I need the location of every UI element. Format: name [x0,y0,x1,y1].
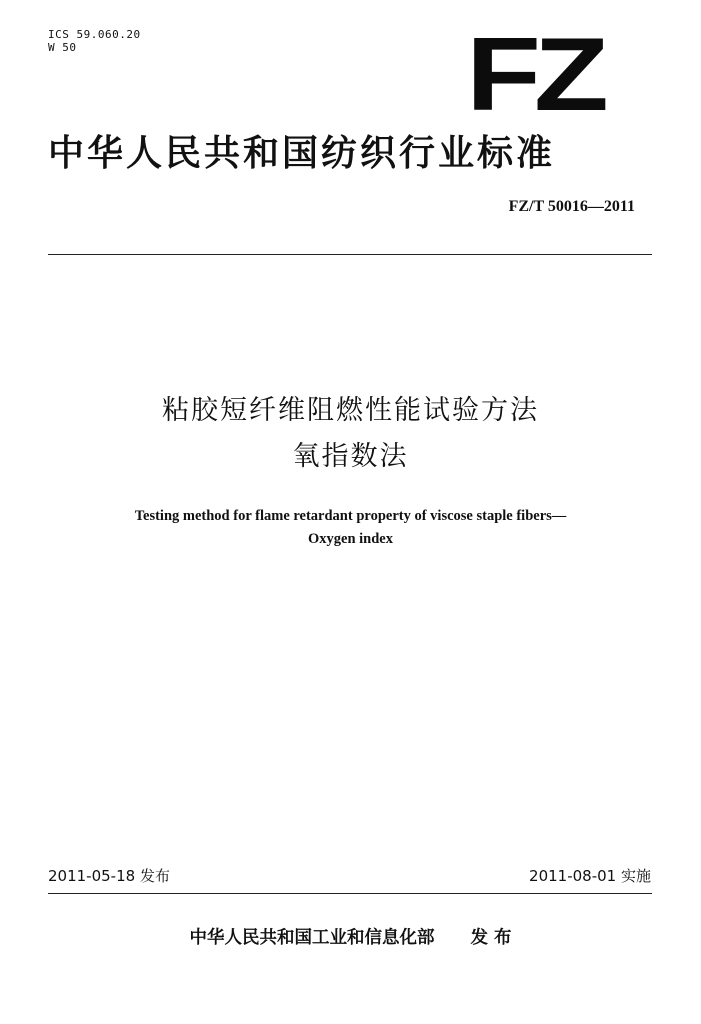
class-code: W 50 [48,41,77,54]
implementation-date: 2011-08-01 实施 [529,867,651,885]
fz-logo: FZ [466,17,602,133]
en-title-line1: Testing method for flame retardant property of viscose staple fibers— [134,508,567,524]
header-divider [48,254,652,255]
footer-divider [48,893,652,894]
issue-date: 2011-05-18 发布 [48,867,170,885]
en-title-line2: Oxygen index [308,531,393,547]
standard-title: 中华人民共和国纺织行业标准 [48,133,556,174]
publisher-line [0,926,701,950]
publisher-name: 中华人民共和国工业和信息化部 [189,928,435,948]
cn-title-line2: 氧指数法 [292,441,409,472]
standard-code: FZ/T 50016—2011 [508,198,635,215]
cn-title-line1: 粘胶短纤维阻燃性能试验方法 [162,395,539,426]
publish-action: 发 布 [470,928,512,948]
classification-codes [48,28,141,54]
ics-code: ICS 59.060.20 [48,28,141,41]
